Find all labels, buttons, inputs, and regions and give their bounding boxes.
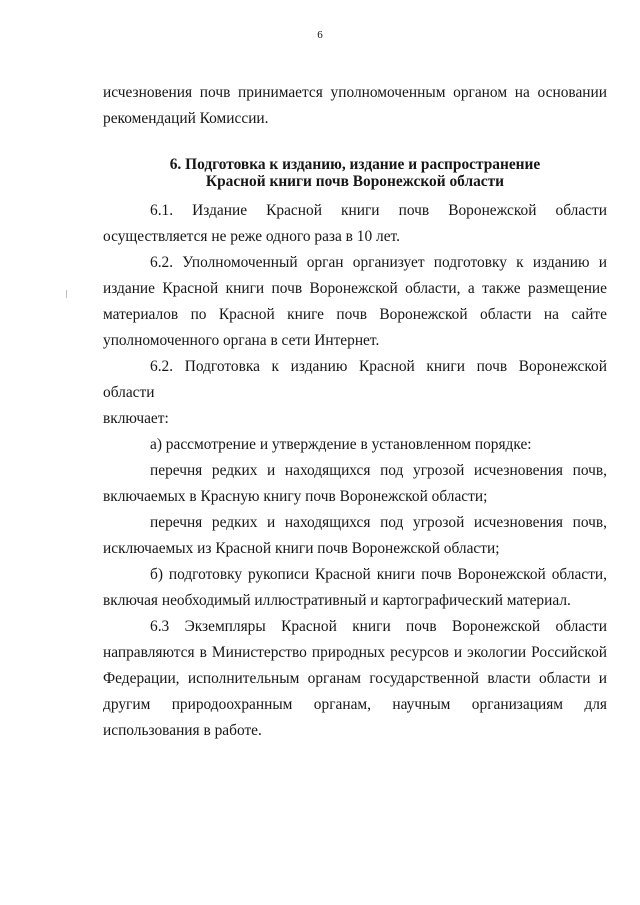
paragraph-6-1-word: Красной bbox=[266, 202, 322, 219]
list-entry-1-line-1: перечня редких и находящихся под угрозой исчезновения почв, bbox=[150, 462, 607, 479]
document-body bbox=[103, 80, 607, 744]
paragraph-6-3-word: 6.3 bbox=[150, 618, 170, 635]
paragraph-6-3-word: книги bbox=[352, 618, 391, 635]
section-title bbox=[103, 156, 607, 190]
list-entry-2-line-1: перечня редких и находящихся под угрозой исчезновения почв, bbox=[150, 514, 607, 531]
paragraph-6-1-word: Издание bbox=[192, 202, 248, 219]
continuation-line-2: рекомендаций Комиссии. bbox=[103, 110, 269, 127]
paragraph-6-2-line-2: издание Красной книги почв Воронежской области, а также размещение bbox=[103, 280, 607, 297]
paragraph-6-1-word: книги bbox=[341, 202, 380, 219]
paragraph-6-2b-line-2: включает: bbox=[103, 410, 169, 427]
item-b-line-2: включая необходимый иллюстративный и картографический материал. bbox=[103, 592, 571, 609]
paragraph-6-1-word: области bbox=[555, 202, 607, 219]
paragraph-6-2-line-1: 6.2. Уполномоченный орган организует подготовку к изданию и bbox=[150, 254, 607, 271]
paragraph-6-1-word: почв bbox=[398, 202, 430, 219]
list-entry-1-line-2: включаемых в Красную книгу почв Воронежской области; bbox=[103, 488, 488, 505]
paragraph-6-2-line-4: уполномоченного органа в сети Интернет. bbox=[103, 332, 380, 349]
section-title-line-1: 6. Подготовка к изданию, издание и распространение bbox=[169, 156, 541, 173]
paragraph-6-3-word: Красной bbox=[281, 618, 337, 635]
continuation-line-1: исчезновения почв принимается уполномоченным органом на основании bbox=[103, 84, 607, 101]
item-b-line-1: б) подготовку рукописи Красной книги почв Воронежской области, bbox=[150, 566, 607, 583]
paragraph-6-3-line-2: направляются в Министерство природных ресурсов и экологии Российской bbox=[103, 644, 607, 661]
paragraph-6-3-line-5: использования в работе. bbox=[103, 722, 262, 739]
paragraph-6-1-word: Воронежской bbox=[448, 202, 537, 219]
paragraph-6-3-word: Экземпляры bbox=[184, 618, 266, 635]
paragraph-6-3-line-3: Федерации, исполнительным органам государственной власти области и bbox=[103, 670, 607, 687]
list-entry-2-line-2: исключаемых из Красной книги почв Воронежской области; bbox=[103, 540, 500, 557]
section-title-line-2: Красной книги почв Воронежской области bbox=[205, 173, 505, 190]
paragraph-6-3-line-4: другим природоохранным органам, научным организациям для bbox=[103, 696, 607, 713]
margin-mark bbox=[66, 290, 67, 298]
paragraph-6-2b-line-1: 6.2. Подготовка к изданию Красной книги почв Воронежской области bbox=[103, 358, 607, 401]
paragraph-6-1-line-2: осуществляется не реже одного раза в 10 лет. bbox=[103, 228, 400, 245]
paragraph-6-1-word: 6.1. bbox=[150, 202, 174, 219]
paragraph-6-3-word: области bbox=[555, 618, 607, 635]
item-a: а) рассмотрение и утверждение в установленном порядке: bbox=[150, 436, 532, 453]
paragraph-6-3-first-line bbox=[103, 614, 607, 640]
page-number: 6 bbox=[317, 29, 323, 41]
paragraph-6-1-first-line bbox=[103, 198, 607, 224]
paragraph-6-2-line-3: материалов по Красной книге почв Воронежской области на сайте bbox=[103, 306, 607, 323]
paragraph-6-3-word: почв bbox=[406, 618, 437, 635]
paragraph-6-3-word: Воронежской bbox=[451, 618, 541, 635]
